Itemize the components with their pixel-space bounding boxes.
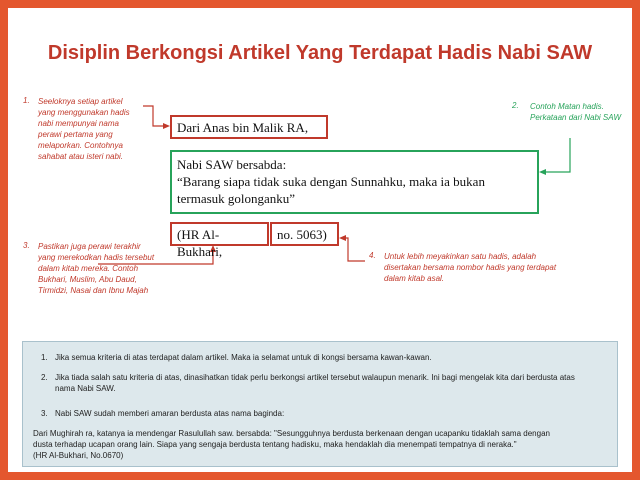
summary-panel (22, 341, 618, 467)
kitab-box: (HR Al-Bukhari, (170, 222, 269, 246)
summary-item-number: 2. (41, 373, 48, 382)
summary-item-text: Nabi SAW sudah memberi amaran berdusta atas nama baginda: (55, 409, 285, 418)
hadis-quote (33, 428, 603, 461)
note-1-number: 1. (23, 96, 30, 105)
note-3-number: 3. (23, 241, 30, 250)
perawi-box: Dari Anas bin Malik RA, (170, 115, 328, 139)
note-4-number: 4. (369, 251, 376, 260)
summary-item-number: 1. (41, 353, 48, 362)
note-4-text: Untuk lebih meyakinkan satu hadis, adalah disertakan bersama nombor hadis yang terdapat dalam kitab asal. (384, 252, 557, 283)
nombor-box: no. 5063) (270, 222, 339, 246)
matan-line-3: termasuk golonganku” (177, 191, 296, 206)
note-1-text: Seeloknya setiap artikel yang menggunakan hadis nabi mempunyai nama perawi pertama yang melaporkan. Contohnya sahabat atau isteri nabi. (38, 97, 130, 161)
note-2-text: Contoh Matan hadis. Perkataan dari Nabi SAW (530, 102, 622, 122)
hadis-reference: (HR Al-Bukhari, No.0670) (33, 451, 124, 460)
note-3-text: Pastikan juga perawi terakhir yang merekodkan hadis tersebut dalam kitab mereka. Contoh Bukhari, Muslim, Abu Daud, Tirmidzi, Nasai dan Ibnu Majah (38, 242, 155, 295)
note-2-number: 2. (512, 101, 519, 110)
slide (8, 8, 632, 472)
matan-line-2: “Barang siapa tidak suka dengan Sunnahku, maka ia bukan (177, 174, 485, 189)
summary-item-text: Jika tiada salah satu kriteria di atas, dinasihatkan tidak perlu berkongsi artikel tersebut walaupun menarik. Ini bagi mengelak kita dari berdusta atas nama Nabi SAW. (55, 373, 575, 393)
hadis-line-1: Dari Mughirah ra, katanya ia mendengar Rasulullah saw. bersabda: "Sesungguhnya berdusta berkenaan dengan ucapanku tidaklah sama dengan (33, 429, 550, 438)
summary-item-text: Jika semua kriteria di atas terdapat dalam artikel. Maka ia selamat untuk di kongsi bersama kawan-kawan. (55, 353, 432, 362)
hadis-line-2: dusta terhadap ucapan orang lain. Siapa yang sengaja berdusta tentang hadisku, maka hendaklah dia menempati tempatnya di neraka." (33, 440, 517, 449)
matan-box (170, 150, 539, 214)
page-title: Disiplin Berkongsi Artikel Yang Terdapat Hadis Nabi SAW (47, 42, 593, 64)
summary-item-number: 3. (41, 409, 48, 418)
matan-line-1: Nabi SAW bersabda: (177, 157, 287, 172)
